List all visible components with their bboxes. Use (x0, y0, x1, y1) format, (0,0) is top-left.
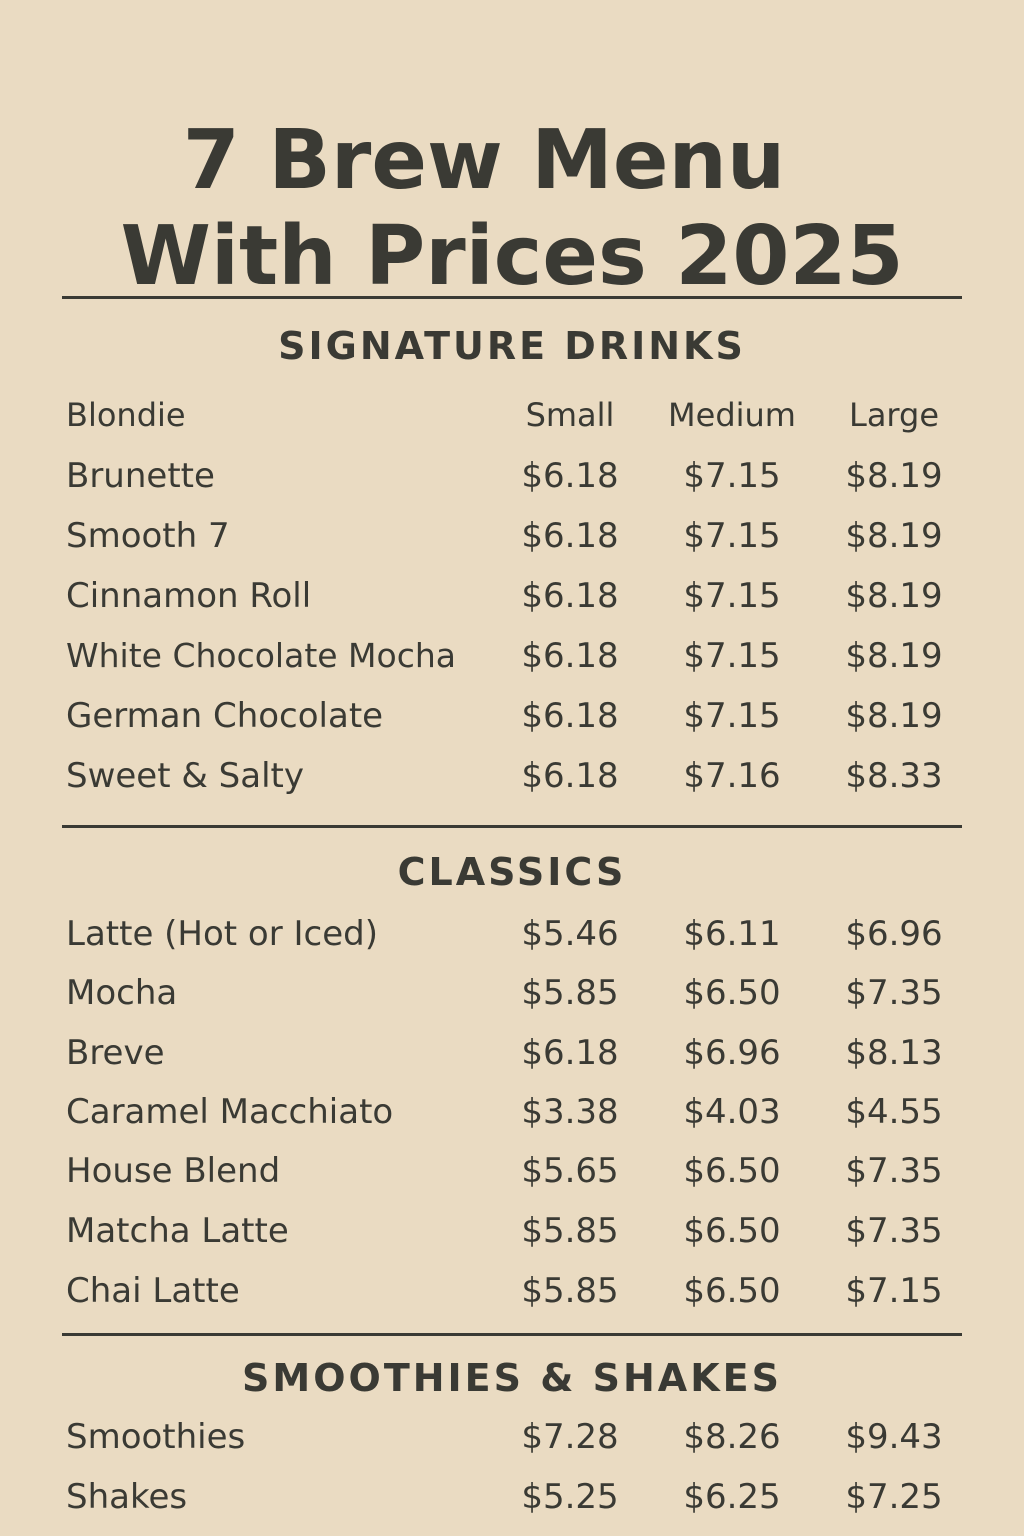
menu-item-row (0, 1473, 1024, 1521)
menu-item-name: German Chocolate (66, 696, 384, 736)
menu-item-row (0, 1413, 1024, 1461)
price-small: $6.18 (521, 636, 619, 676)
menu-item-name: Mocha (66, 973, 178, 1013)
menu-item-name: Smoothies (66, 1417, 246, 1457)
menu-item-name: Breve (66, 1033, 165, 1073)
price-medium: $6.25 (683, 1477, 781, 1517)
price-large: $8.33 (845, 756, 943, 796)
price-large: $8.19 (845, 516, 943, 556)
page-title-line-2: With Prices 2025 (120, 208, 904, 304)
price-medium: $7.15 (683, 516, 781, 556)
menu-item-row (0, 452, 1024, 500)
price-small: $5.85 (521, 1211, 619, 1251)
price-small: $6.18 (521, 516, 619, 556)
price-medium: $6.11 (683, 914, 781, 954)
price-small: $6.18 (521, 756, 619, 796)
menu-item-name: House Blend (66, 1151, 281, 1191)
price-large: $4.55 (845, 1092, 943, 1132)
price-large: $8.19 (845, 636, 943, 676)
menu-item-row (0, 572, 1024, 620)
menu-item-name: White Chocolate Mocha (66, 636, 456, 675)
price-large: $8.19 (845, 576, 943, 616)
price-small: $6.18 (521, 456, 619, 496)
price-small: $5.25 (521, 1477, 619, 1517)
price-column-header-row (0, 391, 1024, 439)
price-medium: $6.50 (683, 973, 781, 1013)
menu-item-name: Smooth 7 (66, 516, 230, 556)
menu-item-row (0, 632, 1024, 680)
section-heading-classics: CLASSICS (397, 850, 627, 894)
page-title (0, 113, 1024, 305)
price-medium: $6.50 (683, 1211, 781, 1251)
menu-item-row (0, 1207, 1024, 1255)
price-large: $9.43 (845, 1417, 943, 1457)
section-divider (62, 296, 962, 299)
price-medium: $7.16 (683, 756, 781, 796)
menu-item-name: Blondie (66, 396, 186, 434)
price-large: $8.19 (845, 696, 943, 736)
menu-item-row (0, 752, 1024, 800)
menu-item-row (0, 1088, 1024, 1136)
menu-item-name: Shakes (66, 1477, 188, 1517)
price-medium: $7.15 (683, 456, 781, 496)
price-large: $6.96 (845, 914, 943, 954)
price-small: $7.28 (521, 1417, 619, 1457)
section-heading-smoothies-shakes: SMOOTHIES & SHAKES (242, 1356, 782, 1400)
price-large: $7.35 (845, 1211, 943, 1251)
column-header-medium: Medium (668, 396, 796, 434)
price-medium: $8.26 (683, 1417, 781, 1457)
price-medium: $4.03 (683, 1092, 781, 1132)
column-header-small: Small (525, 396, 615, 434)
menu-item-name: Sweet & Salty (66, 756, 304, 796)
menu-item-row (0, 512, 1024, 560)
price-medium: $6.96 (683, 1033, 781, 1073)
menu-item-row (0, 910, 1024, 958)
price-small: $5.46 (521, 914, 619, 954)
price-medium: $6.50 (683, 1271, 781, 1311)
column-header-large: Large (848, 396, 940, 434)
menu-item-name: Caramel Macchiato (66, 1092, 394, 1132)
menu-item-name: Chai Latte (66, 1271, 240, 1311)
price-large: $7.35 (845, 973, 943, 1013)
section-divider (62, 1333, 962, 1336)
price-small: $6.18 (521, 576, 619, 616)
section-heading-signature-drinks: SIGNATURE DRINKS (278, 324, 746, 368)
page-title-line-1: 7 Brew Menu (182, 112, 786, 208)
price-small: $5.65 (521, 1151, 619, 1191)
price-large: $8.19 (845, 456, 943, 496)
price-small: $3.38 (521, 1092, 619, 1132)
menu-item-row (0, 1147, 1024, 1195)
price-large: $7.15 (845, 1271, 943, 1311)
menu-item-name: Latte (Hot or Iced) (66, 914, 379, 954)
menu-item-name: Brunette (66, 456, 215, 496)
price-small: $5.85 (521, 1271, 619, 1311)
price-small: $6.18 (521, 696, 619, 736)
price-medium: $7.15 (683, 636, 781, 676)
price-large: $8.13 (845, 1033, 943, 1073)
price-medium: $7.15 (683, 696, 781, 736)
price-large: $7.25 (845, 1477, 943, 1517)
section-divider (62, 825, 962, 828)
menu-item-row (0, 1267, 1024, 1315)
price-small: $6.18 (521, 1033, 619, 1073)
menu-item-row (0, 692, 1024, 740)
menu-item-name: Cinnamon Roll (66, 576, 312, 616)
price-medium: $7.15 (683, 576, 781, 616)
price-medium: $6.50 (683, 1151, 781, 1191)
menu-item-row (0, 969, 1024, 1017)
price-small: $5.85 (521, 973, 619, 1013)
price-large: $7.35 (845, 1151, 943, 1191)
menu-item-row (0, 1029, 1024, 1077)
menu-item-name: Matcha Latte (66, 1211, 289, 1251)
